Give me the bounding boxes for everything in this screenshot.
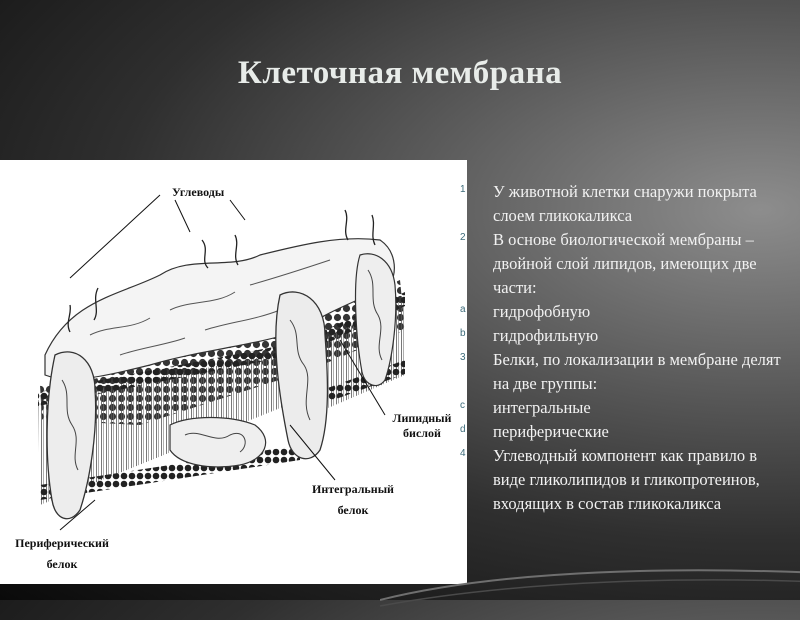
list-item-text: У животной клетки снаружи покрыта слоем гликокаликса	[493, 182, 757, 225]
list-item	[460, 348, 790, 396]
list-marker: 4	[460, 448, 466, 459]
label-integral-line2: белок	[337, 503, 369, 517]
label-lipid-bilayer	[382, 411, 462, 441]
list-item-text: гидрофильную	[493, 326, 599, 345]
list-marker: 1	[460, 184, 466, 195]
list-item-text: интегральные	[493, 398, 591, 417]
decorative-swoosh	[380, 560, 800, 620]
label-carbohydrates: Углеводы	[172, 185, 225, 199]
label-lipid-bilayer-line2: бислой	[403, 426, 441, 440]
list-item	[460, 396, 790, 420]
list-item	[460, 324, 790, 348]
membrane-figure	[0, 160, 467, 584]
list-item-text: гидрофобную	[493, 302, 591, 321]
list-item	[460, 180, 790, 228]
label-integral-protein	[298, 482, 408, 518]
list-marker: a	[460, 304, 466, 315]
list-marker: c	[460, 400, 465, 411]
list-marker: b	[460, 328, 466, 339]
bullet-list	[460, 180, 790, 516]
label-peripheral-line2: белок	[46, 557, 78, 571]
label-lipid-bilayer-line1: Липидный	[392, 411, 452, 425]
label-integral-line1: Интегральный	[312, 482, 394, 496]
list-item-text: В основе биологической мембраны – двойной слой липидов, имеющих две части:	[493, 230, 757, 297]
label-peripheral-protein	[2, 536, 122, 572]
list-marker: 2	[460, 232, 466, 243]
label-peripheral-line1: Периферический	[15, 536, 109, 550]
list-item-text: периферические	[493, 422, 609, 441]
list-item	[460, 444, 790, 516]
list-item-text: Углеводный компонент как правило в виде гликолипидов и гликопротеинов, входящих в состав гликокаликса	[493, 446, 760, 513]
slide-title: Клеточная мембрана	[237, 55, 563, 91]
list-marker: d	[460, 424, 466, 435]
list-item	[460, 420, 790, 444]
list-item-text: Белки, по локализации в мембране делят на две группы:	[493, 350, 781, 393]
membrane-illustration	[0, 160, 467, 584]
list-item	[460, 228, 790, 300]
list-marker: 3	[460, 352, 466, 363]
list-item	[460, 300, 790, 324]
